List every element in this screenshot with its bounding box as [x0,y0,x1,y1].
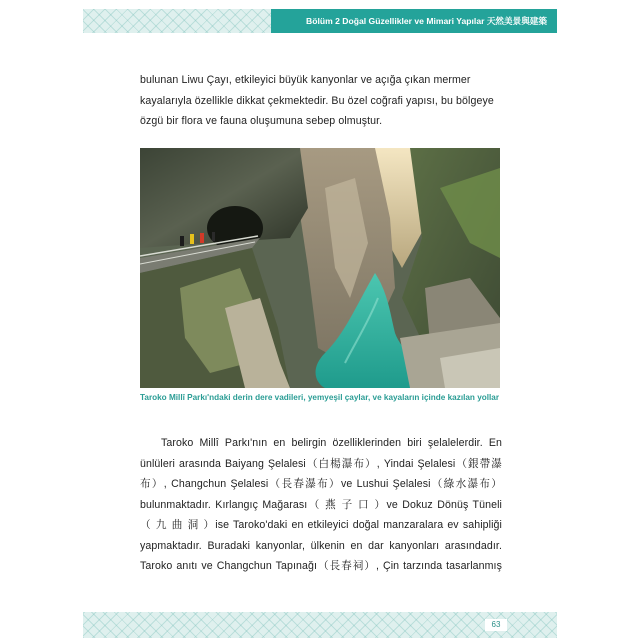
intro-paragraph [140,70,502,132]
chapter-title: Bölüm 2 Doğal Güzellikler ve Mimari Yapılar 天然美景與建築 [271,9,557,33]
footer-band [83,612,557,638]
taroko-gorge-photo [140,148,500,388]
body-line-7: Taroko anıtı ve Changchun Tapınağı（長春祠）, Çin tarzında tasarlanmış [140,560,502,572]
intro-line-1: bulunan Liwu Çayı, etkileyici büyük kanyonlar ve açığa çıkan mermer [140,74,471,86]
body-paragraph [140,433,502,577]
intro-line-3: özgü bir flora ve fauna oluşumuna sebep olmuştur. [140,115,383,127]
figure-caption: Taroko Millî Parkı'ndaki derin dere vadileri, yemyeşil çaylar, ve kayaların içinde kazılan yollar [140,393,500,402]
gorge-illustration [140,148,500,388]
body-line-4: bulunmaktadır. Kırlangıç Mağarası（ 燕 子 口 ）ve Dokuz Dönüş Tüneli [140,498,502,511]
body-line-1: Taroko Millî Parkı'nın en belirgin özelliklerinden biri şelalelerdir. En [161,437,502,449]
body-line-3: 布）, Changchun Şelalesi（長春瀑布）ve Lushui Şelalesi（綠水瀑布） [140,478,502,490]
body-line-2: ünlüleri arasında Baiyang Şelalesi（白楊瀑布）, Yindai Şelalesi（銀帶瀑 [140,457,502,470]
intro-line-2: kayalarıyla özellikle dikkat çekmektedir. Bu özel coğrafi yapısı, bu bölgeye [140,94,494,107]
body-line-6: yapmaktadır. Buradaki kanyonlar, ülkenin en dar kanyonları arasındadır. [140,539,502,552]
body-line-5: （ 九 曲 洞 ）ise Taroko'daki en etkileyici doğal manzaralara ev sahipliği [140,519,502,531]
header-band [83,9,557,33]
page-number: 63 [485,619,507,631]
